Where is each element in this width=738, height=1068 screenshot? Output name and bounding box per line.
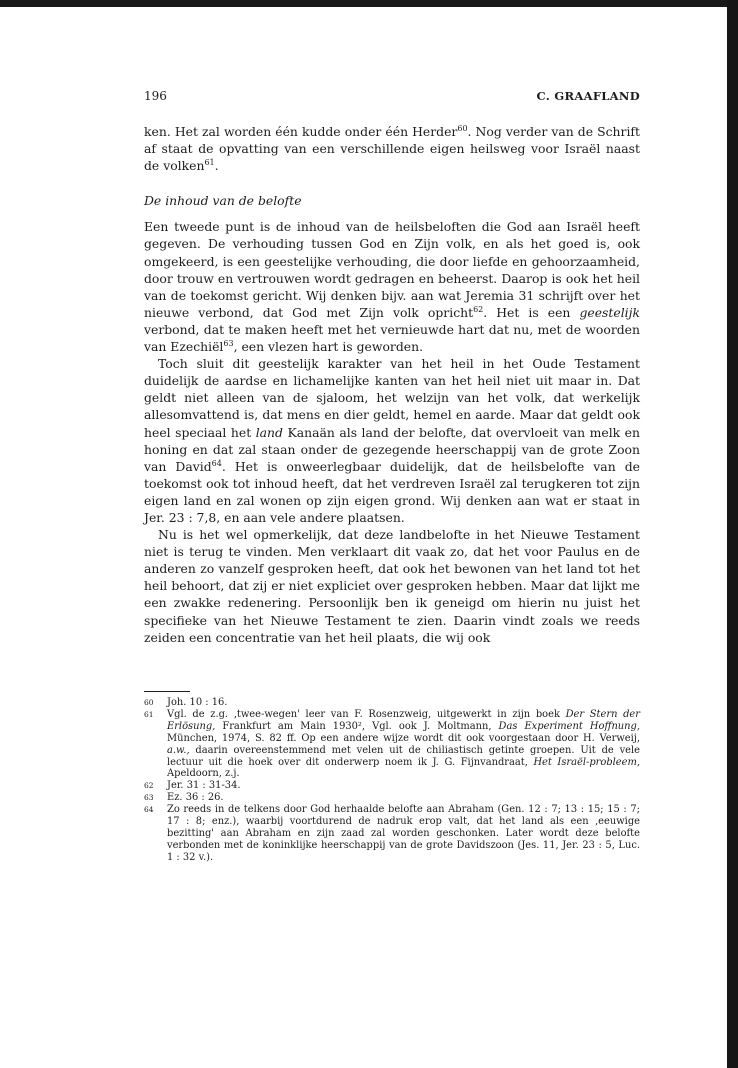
body-text [144, 123, 640, 646]
footnote-60: 60 Joh. 10 : 16. [144, 697, 228, 708]
footnote-number: 63 [144, 793, 154, 803]
footnote-61: 61 Vgl. de z.g. ‚twee-wegen' leer van F. Rosenzweig, uitgewerkt in zijn boek Der Stern der Erlösung, Frankfurt am Main 1930², Vgl. ook J. Moltmann, Das Experiment Hoffnung, München, 1974, S. 82 ff. Op een andere wijze wordt dit ook voorgestaan door H. Verweij, a.w., daarin overeenstemmend met velen uit de chiliastisch getinte groepen. Uit de vele lectuur uit die hoek over dit onderwerp noem ik J. G. Fijnvandraat, Het Israël-probleem, Apeldoorn, z.j. [144, 708, 640, 780]
footnote-ref-60[interactable]: 60 [457, 123, 468, 133]
footnote-ref-63[interactable]: 63 [223, 338, 234, 348]
page-number: 196 [144, 89, 167, 103]
footnote-62: 62 Jer. 31 : 31-34. [144, 780, 241, 792]
footnote-ref-62[interactable]: 62 [473, 304, 484, 314]
footnote-rule [144, 691, 190, 692]
footnote-number: 61 [144, 709, 154, 719]
scan-border-right [727, 0, 738, 1068]
footnote-number: 64 [144, 805, 154, 815]
footnote-ref-61[interactable]: 61 [204, 158, 215, 168]
footnotes [144, 697, 640, 864]
scan-border-top [0, 0, 738, 7]
footnote-number: 62 [144, 781, 154, 791]
running-head: C. GRAAFLAND [536, 89, 640, 103]
footnote-number: 60 [144, 698, 154, 707]
footnote-63: 63 Ez. 36 : 26. [144, 792, 224, 804]
footnote-ref-64[interactable]: 64 [211, 458, 222, 468]
section-heading: De inhoud van de belofte [144, 193, 302, 209]
paragraph-1: ken. Het zal worden één kudde onder één Herder$^{60}$. Nog verder van de Schrift af staat de opvatting van een verschillende eigen heilsweg voor Israël naast de volken$^{61}$. [144, 123, 640, 174]
paragraph-2: Een tweede punt is de inhoud van de heilsbeloften die God aan Israël heeft gegeven. De verhouding tussen God en Zijn volk, en als het goed is, ook omgekeerd, is een geestelijke verhouding, die door liefde en gehoorzaamheid, door trouw en vertrouwen wordt gedragen en beheerst. Daarop is ook het heil van de toekomst gericht. Wij denken bijv. aan wat Jeremia 31 schrijft over het nieuwe verbond, dat God met Zijn volk opricht$^{62}$. Het is een geestelijk verbond, dat te maken heeft met het vernieuwde hart dat nu, met de woorden van Ezechiël$^{63}$, een vlezen hart is geworden. [144, 219, 640, 355]
paragraph-4: Nu is het wel opmerkelijk, dat deze landbelofte in het Nieuwe Testament niet is terug te vinden. Men verklaart dit vaak zo, dat het voor Paulus en de anderen zo vanzelf gesproken heeft, dat ook het bewonen van het land tot het heil behoort, dat zij er niet expliciet over gesproken hebben. Maar dat lijkt me een zwakke redenering. Persoonlijk ben ik geneigd om hierin nu juist het specifieke van het Nieuwe Testament te zien. Daarin vindt zoals we reeds zeiden een concentratie van het heil plaats, die wij ook [144, 527, 640, 645]
paragraph-3: Toch sluit dit geestelijk karakter van het heil in het Oude Testament duidelijk de aardse en lichamelijke kanten van het heil niet uit maar in. Dat geldt niet alleen van de sjaloom, het welzijn van het volk, dat werkelijk allesomvattend is, dat mens en dier geldt, hemel en aarde. Maar dat geldt ook heel speciaal het land Kanaän als land der belofte, dat overvloeit van melk en honing en dat zal staan onder de gezegende heerschappij van de grote Zoon van David$^{64}$. Het is onweerlegbaar duidelijk, dat de heilsbelofte van de toekomst ook tot inhoud heeft, dat het verdreven Israël zal terugkeren tot zijn eigen land en zal wonen op zijn eigen grond. Wij denken aan wat er staat in Jer. 23 : 7,8, en aan vele andere plaatsen. [144, 356, 641, 525]
footnote-64: 64 Zo reeds in de telkens door God herhaalde belofte aan Abraham (Gen. 12 : 7; 13 : 15; 15 : 7; 17 : 8; enz.), waarbij voortdurend de nadruk erop valt, dat het land als een ‚eeuwige bezitting' aan Abraham en zijn zaad zal worden geschonken. Later wordt deze belofte verbonden met de koninklijke heerschappij van de grote Davidszoon (Jes. 11, Jer. 23 : 5, Luc. 1 : 32 v.). [144, 804, 640, 863]
